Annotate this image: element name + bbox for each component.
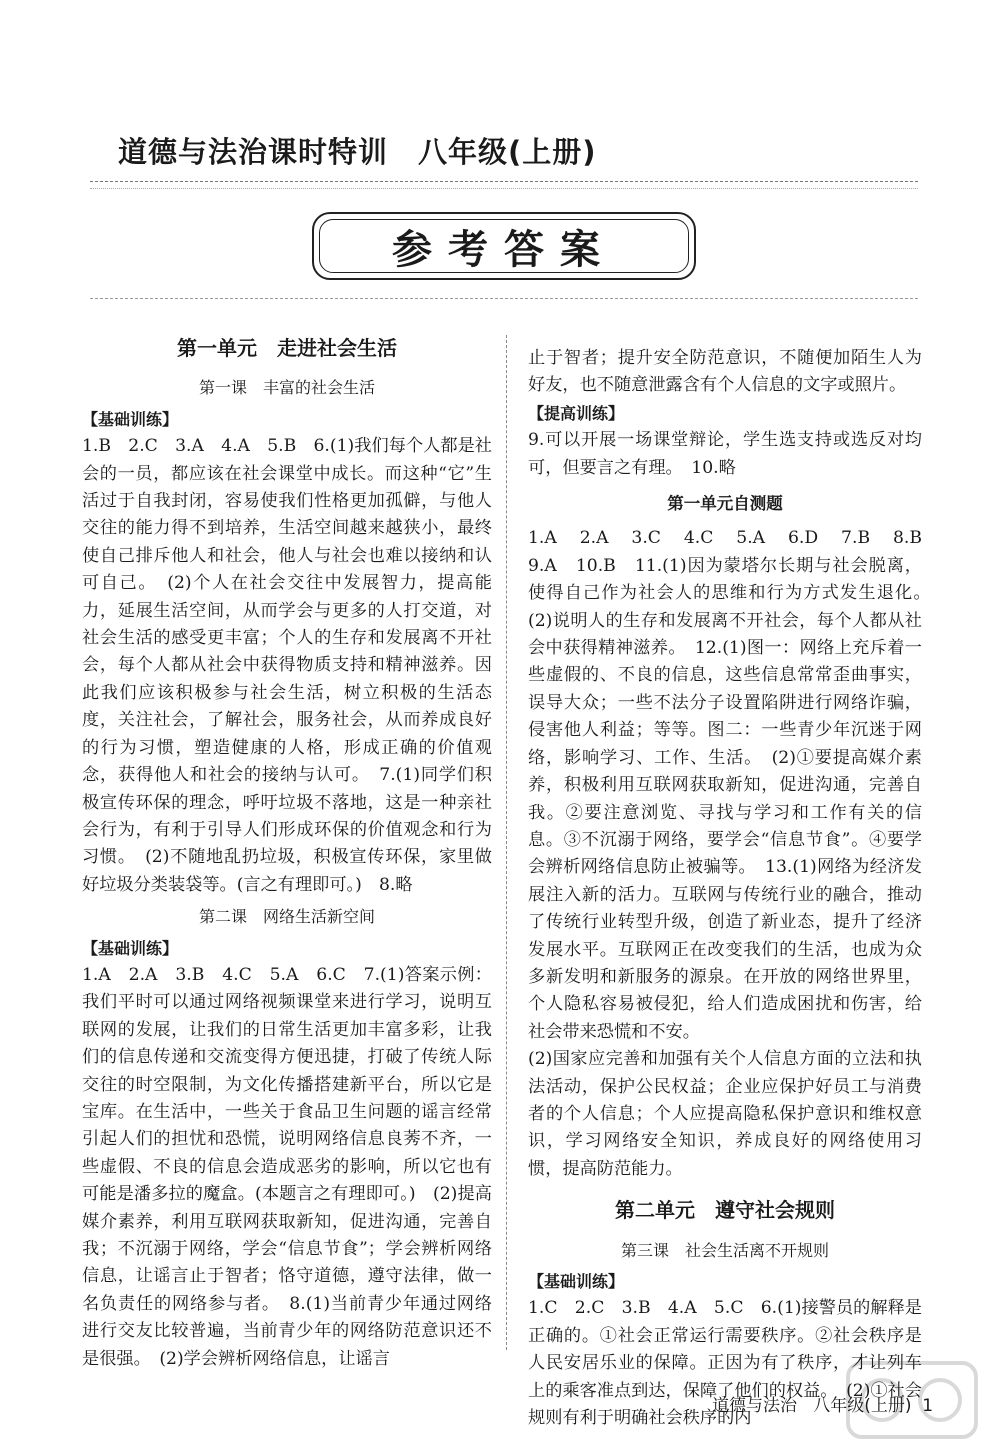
section-tag: 【基础训练】 [528,1272,625,1291]
right-column [528,345,940,1432]
column-divider [506,335,507,1350]
lesson-title: 第二课 网络生活新空间 [198,907,375,927]
answer-paragraph: 1.B 2.C 3.A 4.A 5.B 6.(1)我们每个人都是社会的一员，都应该在社会课堂中成长。而这种“它”生活过于自我封闭，容易使我们性格更加孤僻，与他人交往的能力得不到培养，生活空间越来越狭小，最终使自己排斥他人和社会，他人与社会也难以接纳和认可自己。 (2)个人在社会交往中发展智力，提高能力，延展生活空间，从而学会与更多的人打交道，对社会生活的感受更丰富；个人的生存和发展离不开社会，每个人都从社会中获得物质支持和精神滋养。因此我们应该积极参与社会生活，树立积极的生活态度，关注社会，了解社会，服务社会，从而养成良好的行为习惯，塑造健康的人格，形成正确的价值观念，获得他人和社会的接纳与认可。 7.(1)同学们积极宣传环保的理念，呼吁垃圾不落地，这是一种亲社会行为，有利于引导人们形成环保的价值观念和行为习惯。 (2)不随地乱扔垃圾，积极宣传环保，家里做好垃圾分类装袋等。(言之有理即可。) 8.略 [82,436,492,895]
book-title: 道德与法治课时特训 八年级(上册) [118,135,597,169]
answer-heading-box [312,212,696,280]
header-rule-dotted [90,188,918,189]
section-tag: 【基础训练】 [82,409,179,429]
footer-subject: 道德与法治 [712,1396,797,1416]
lesson-title: 第一课 丰富的社会生活 [198,378,375,398]
selftest-title: 第一单元自测题 [667,494,783,514]
header-rule [90,181,918,182]
watermark-logo [842,1355,982,1445]
left-column [82,335,492,1373]
unit-title: 第二单元 遵守社会规则 [615,1198,835,1223]
answer-paragraph: 1.A 2.A 3.C 4.C 5.A 6.D 7.B 8.B 9.A 10.B 11.(1)因为蒙塔尔长期与社会脱离，使得自己作为社会人的思维和行为方式发生退化。 (2)说明人的生存和发展离不开社会，每个人都从社会中获得精神滋养。 12.(1)图一：网络上充斥着一些虚假的、不良的信息，这些信息常常歪曲事实，误导大众；一些不法分子设置陷阱进行网络诈骗，侵害他人利益；等等。图二：一些青少年沉迷于网络，影响学习、工作、生活。 (2)①要提高媒介素养，积极利用互联网获取新知，促进沟通，完善自我。②要注意浏览、寻找与学习和工作有关的信息。③不沉溺于网络，要学会“信息节食”。④要学会辨析网络信息防止被骗等。 13.(1)网络为经济发展注入新的活力。互联网与传统行业的融合，推动了传统行业转型升级，创造了新业态，提升了经济发展水平。互联网正在改变我们的生活，也成为众多新发明和新服务的源泉。在开放的网络世界里，个人隐私容易被侵犯，给人们造成困扰和伤害，给社会带来恐慌和不安。 [528,528,940,1042]
lesson-title: 第三课 社会生活离不开规则 [620,1240,829,1260]
answer-paragraph: 9.可以开展一场课堂辩论，学生选支持或选反对均可，但要言之有理。 10.略 [528,430,922,478]
answer-paragraph: (2)国家应完善和加强有关个人信息方面的立法和执法活动，保护公民权益；企业应保护好员工与消费者的个人信息；个人应提高隐私保护意识和维权意识，学习网络安全知识，养成良好的网络使用习惯，提高防范能力。 [528,1049,922,1179]
section-tag: 【基础训练】 [82,938,179,958]
page-number: 1 [922,1396,934,1416]
section-tag: 【提高训练】 [528,403,625,423]
section-rule [90,298,918,299]
footer-grade: 八年级(上册) [813,1396,912,1416]
answer-heading: 参考答案 [319,219,689,273]
unit-title: 第一单元 走进社会生活 [177,336,397,360]
answer-paragraph: 止于智者；提升安全防范意识，不随便加陌生人为好友，也不随意泄露含有个人信息的文字或照片。 [528,348,922,396]
answer-paragraph: 1.A 2.A 3.B 4.C 5.A 6.C 7.(1)答案示例：我们平时可以通过网络视频课堂来进行学习，说明互联网的发展，让我们的日常生活更加丰富多彩，让我们的信息传递和交流变得方便迅捷，打破了传统人际交往的时空限制，为文化传播搭建新平台，所以它是宝库。在生活中，一些关于食品卫生问题的谣言经常引起人们的担忧和恐慌，说明网络信息良莠不齐，一些虚假、不良的信息会造成恶劣的影响，所以它也有可能是潘多拉的魔盒。(本题言之有理即可。) (2)提高媒介素养，利用互联网获取新知，促进沟通，完善自我；不沉溺于网络，学会“信息节食”；学会辨析网络信息，让谣言止于智者；恪守道德，遵守法律，做一名负责任的网络参与者。 8.(1)当前青少年通过网络进行交友比较普遍，当前青少年的网络防范意识还不是很强。 (2)学会辨析网络信息，让谣言 [82,964,492,1369]
answer-paragraph: 1.C 2.C 3.B 4.A 5.C 6.(1)接警员的解释是正确的。①社会正常运行需要秩序。②社会秩序是人民安居乐业的保障。正因为有了秩序，才让列车上的乘客准点到达，保障了他们的权益。 (2)①社会规则有利于明确社会秩序的内 [528,1298,922,1429]
